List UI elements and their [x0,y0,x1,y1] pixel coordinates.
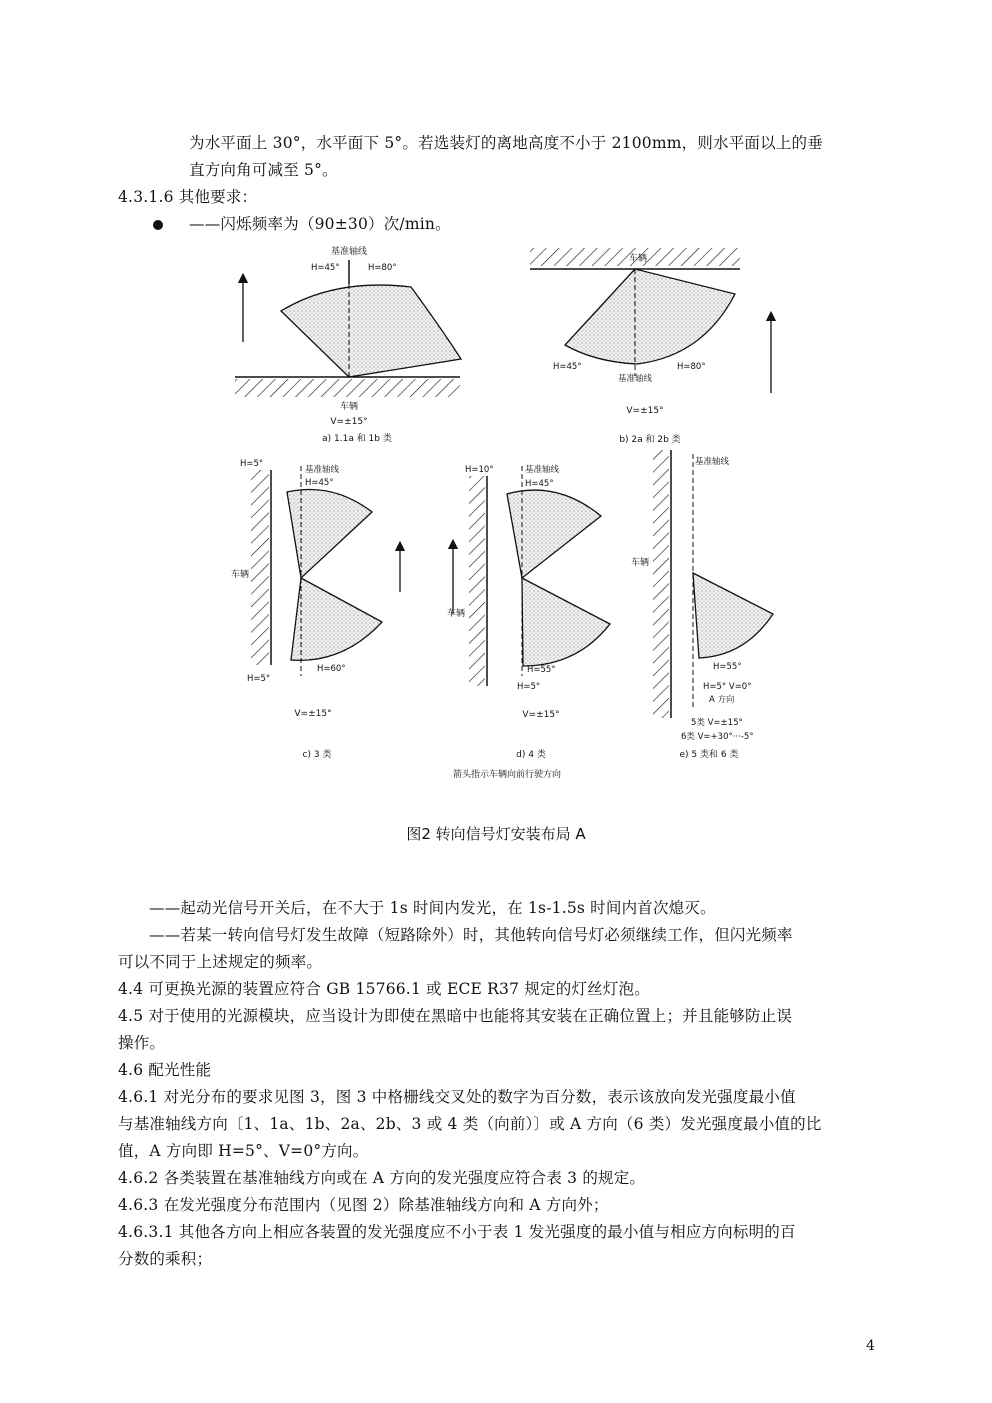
section-heading: 4.6 配光性能 [118,1061,212,1079]
h-top-label-c: H=5° [240,459,264,469]
light-sector-a [281,285,461,377]
diagram-d [447,464,610,760]
text-line: 与基准轴线方向〔1、1a、1b、2a、2b、3 或 4 类（向前）〕或 A 方向（6 类）发光强度最小值的比 [118,1115,822,1133]
text-line: ——起动光信号开关后，在不大于 1s 时间内发光，在 1s-1.5s 时间内首次熄灭。 [149,899,716,917]
text-line: 直方向角可减至 5°。 [189,161,338,179]
subcaption-e: e) 5 类和 6 类 [679,750,739,760]
figure-caption: 图2 转向信号灯安装布局 A [406,825,586,843]
h5v0-label-e: H=5° V=0° [703,682,752,692]
section-heading: 4.3.1.6 其他要求： [118,188,258,206]
h55-label-e: H=55° [713,662,742,672]
axis-label-e: 基准轴线 [695,457,730,467]
diagram-b [530,248,771,445]
light-sector-c-upper [287,490,372,579]
h45-label-d: H=45° [525,479,554,489]
light-sector-d-lower [522,578,610,666]
text-line: ——闪烁频率为（90±30）次/min。 [189,215,451,233]
vehicle-label-a: 车辆 [339,402,359,412]
h60-label-c: H=60° [317,664,346,674]
text-line: 4.6.3 在发光强度分布范围内（见图 2）除基准轴线方向和 A 方向外； [118,1196,609,1214]
v-label-b: V=±15° [626,406,664,416]
text-line: 分数的乘积； [118,1250,213,1268]
text-line: 4.6.3.1 其他各方向上相应各装置的发光强度应不小于表 1 发光强度的最小值与相应方向标明的百 [118,1223,796,1241]
diagram-e [631,450,773,760]
text-line: 可以不同于上述规定的频率。 [118,953,323,971]
light-sector-e [693,573,773,658]
arrow-note: 箭头指示车辆向前行驶方向 [452,770,562,780]
vehicle-label-e: 车辆 [631,558,650,568]
text-line: 操作。 [118,1034,166,1052]
h-bottom-label-c: H=5° [247,674,271,684]
h55-label-d: H=55° [527,665,556,675]
light-sector-b [565,269,735,364]
a-direction-label-e: A 方向 [709,695,735,705]
vehicle-label-c: 车辆 [231,570,250,580]
v-label-d: V=±15° [522,710,560,720]
figure-2 [225,238,785,783]
h-bottom-label-d: H=5° [517,682,541,692]
text-line: 4.4 可更换光源的装置应符合 GB 15766.1 或 ECE R37 规定的灯丝灯泡。 [118,980,650,998]
v-label-a: V=±15° [330,417,368,427]
vehicle-label-d: 车辆 [447,609,466,619]
h-left-label-a: H=45° [311,263,340,273]
text-line: 4.5 对于使用的光源模块，应当设计为即使在黑暗中也能将其安装在正确位置上；并且能够防止误 [118,1007,793,1025]
axis-label-b: 基准轴线 [617,374,653,384]
h-right-label-a: H=80° [368,263,397,273]
light-sector-c-lower [291,578,382,660]
h-left-label-b: H=45° [553,362,582,372]
bullet-icon [153,220,163,230]
subcaption-a: a) 1.1a 和 1b 类 [322,434,392,444]
text-line: 为水平面上 30°，水平面下 5°。若选装灯的离地高度不小于 2100mm，则水平面以上的垂 [189,134,823,152]
h-top-label-d: H=10° [465,465,494,475]
v5-label-e: 5类 V=±15° [691,718,743,728]
h45-label-c: H=45° [305,478,334,488]
v6-label-e: 6类 V=+30°···-5° [681,732,754,742]
subcaption-b: b) 2a 和 2b 类 [619,435,681,445]
subcaption-c: c) 3 类 [302,750,332,760]
v-label-c: V=±15° [294,709,332,719]
axis-label-a: 基准轴线 [330,247,368,257]
light-sector-d-upper [507,490,601,578]
diagram-a [235,245,461,444]
h-right-label-b: H=80° [677,362,706,372]
text-line: 4.6.1 对光分布的要求见图 3，图 3 中格栅线交叉处的数字为百分数，表示该放向发光强度最小值 [118,1088,796,1106]
axis-label-c: 基准轴线 [305,465,340,475]
vehicle-label-b: 车辆 [629,254,648,264]
page-number: 4 [866,1338,875,1354]
text-line: ——若某一转向信号灯发生故障（短路除外）时，其他转向信号灯必须继续工作，但闪光频率 [149,926,793,944]
text-line: 4.6.2 各类装置在基准轴线方向或在 A 方向的发光强度应符合表 3 的规定。 [118,1169,646,1187]
text-line: 值，A 方向即 H=5°、V=0°方向。 [118,1142,369,1160]
diagram-c [231,459,400,760]
subcaption-d: d) 4 类 [516,750,546,760]
axis-label-d: 基准轴线 [525,465,560,475]
